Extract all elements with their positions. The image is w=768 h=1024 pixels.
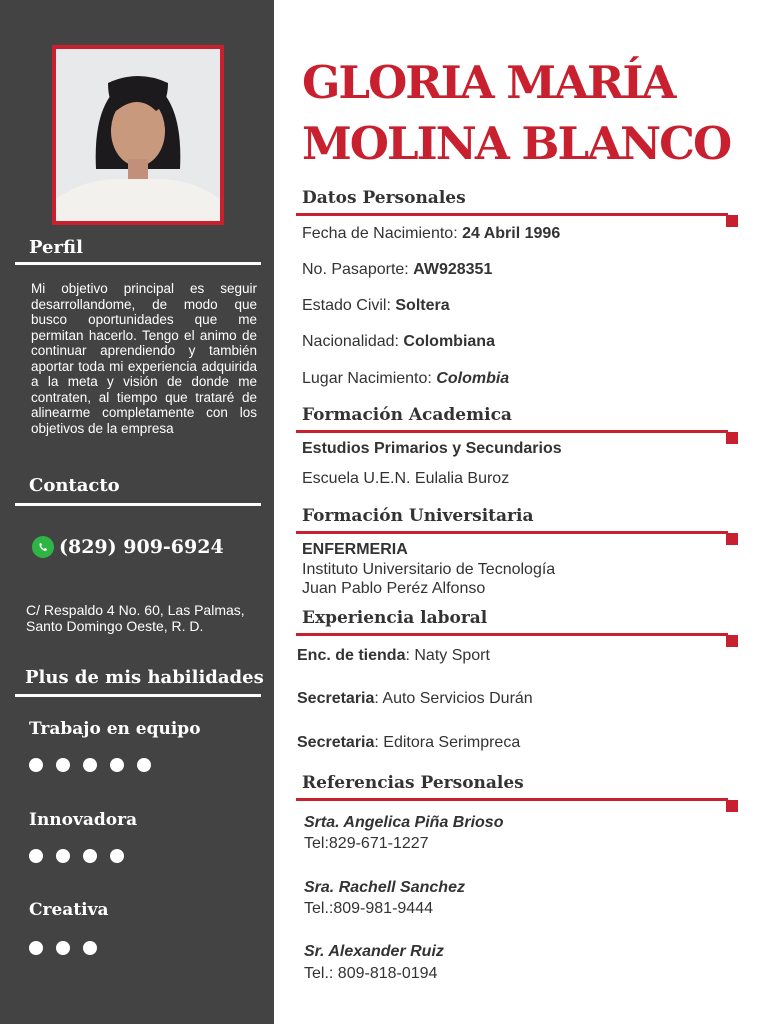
skill-dot <box>56 758 70 772</box>
divider <box>15 694 261 697</box>
phone-contact[interactable] <box>32 536 224 558</box>
job-entry: Secretaria: Editora Serimpreca <box>297 734 521 751</box>
profile-text: Mi objetivo principal es seguir desarrollandome, de modo que busco oportunidades que me permitan hacerlo. Tengo el animo de continuar aprendiendo y también aportar toda mi experiencia adquirida a la meta y visión de donde me contraten, al tiempo que trataré de alinearme completamente con los objetivos de la empresa <box>31 281 257 436</box>
university-heading: Formación Universitaria <box>302 506 534 526</box>
references-heading: Referencias Personales <box>302 773 524 793</box>
section-marker <box>726 432 738 444</box>
academic-school: Escuela U.E.N. Eulalia Buroz <box>302 470 510 487</box>
reference-phone: Tel.: 809-818-0194 <box>304 965 438 982</box>
profile-heading: Perfil <box>29 237 83 258</box>
academic-heading: Formación Academica <box>302 405 512 425</box>
address <box>26 602 245 634</box>
divider <box>15 262 261 265</box>
skill-dot <box>110 849 124 863</box>
skill-dot <box>83 849 97 863</box>
address-line: C/ Respaldo 4 No. 60, Las Palmas, <box>26 602 245 618</box>
profile-photo <box>52 45 224 225</box>
section-rule <box>296 531 728 534</box>
skills-heading: Plus de mis habilidades <box>25 667 264 688</box>
skill-level-dots <box>29 849 124 863</box>
address-line: Santo Domingo Oeste, R. D. <box>26 618 204 634</box>
phone-number: (829) 909-6924 <box>59 536 224 558</box>
skill-dot <box>110 758 124 772</box>
skill-dot <box>56 849 70 863</box>
reference-name: Sra. Rachell Sanchez <box>304 879 465 896</box>
skill-level-dots <box>29 758 151 772</box>
reference-phone: Tel.:809-981-9444 <box>304 900 433 917</box>
skill-dot <box>137 758 151 772</box>
skill-dot <box>29 758 43 772</box>
civil-status: Estado Civil: Soltera <box>302 297 450 314</box>
reference-name: Srta. Angelica Piña Brioso <box>304 814 504 831</box>
whatsapp-icon <box>32 536 54 558</box>
sidebar <box>0 0 274 1024</box>
job-entry: Enc. de tienda: Naty Sport <box>297 647 490 664</box>
personal-heading: Datos Personales <box>302 188 466 208</box>
skill-dot <box>83 758 97 772</box>
skill-dot <box>83 941 97 955</box>
divider <box>15 503 261 506</box>
skill-dot <box>29 941 43 955</box>
name-line: GLORIA MARÍA <box>302 56 675 109</box>
academic-level: Estudios Primarios y Secundarios <box>302 440 562 457</box>
skill-name: Creativa <box>29 900 109 920</box>
section-marker <box>726 635 738 647</box>
section-marker <box>726 533 738 545</box>
reference-phone: Tel:829-671-1227 <box>304 835 429 852</box>
skill-dot <box>56 941 70 955</box>
section-marker <box>726 800 738 812</box>
full-name <box>302 52 730 174</box>
contact-heading: Contacto <box>29 475 120 496</box>
section-rule <box>296 633 728 636</box>
experience-heading: Experiencia laboral <box>302 608 488 628</box>
university-degree: ENFERMERIA <box>302 541 408 558</box>
section-rule <box>296 213 728 216</box>
birth-date: Fecha de Nacimiento: 24 Abril 1996 <box>302 225 561 242</box>
skill-level-dots <box>29 941 97 955</box>
name-line: MOLINA BLANCO <box>302 117 731 170</box>
university-institution: Juan Pablo Peréz Alfonso <box>302 580 486 597</box>
nationality: Nacionalidad: Colombiana <box>302 333 495 350</box>
job-entry: Secretaria: Auto Servicios Durán <box>297 690 533 707</box>
reference-name: Sr. Alexander Ruiz <box>304 943 444 960</box>
section-rule <box>296 430 728 433</box>
skill-name: Trabajo en equipo <box>29 719 201 739</box>
passport: No. Pasaporte: AW928351 <box>302 261 493 278</box>
section-marker <box>726 215 738 227</box>
skill-name: Innovadora <box>29 810 138 830</box>
section-rule <box>296 798 728 801</box>
skill-dot <box>29 849 43 863</box>
birthplace: Lugar Nacimiento: Colombia <box>302 370 510 387</box>
university-institution: Instituto Universitario de Tecnología <box>302 561 556 578</box>
